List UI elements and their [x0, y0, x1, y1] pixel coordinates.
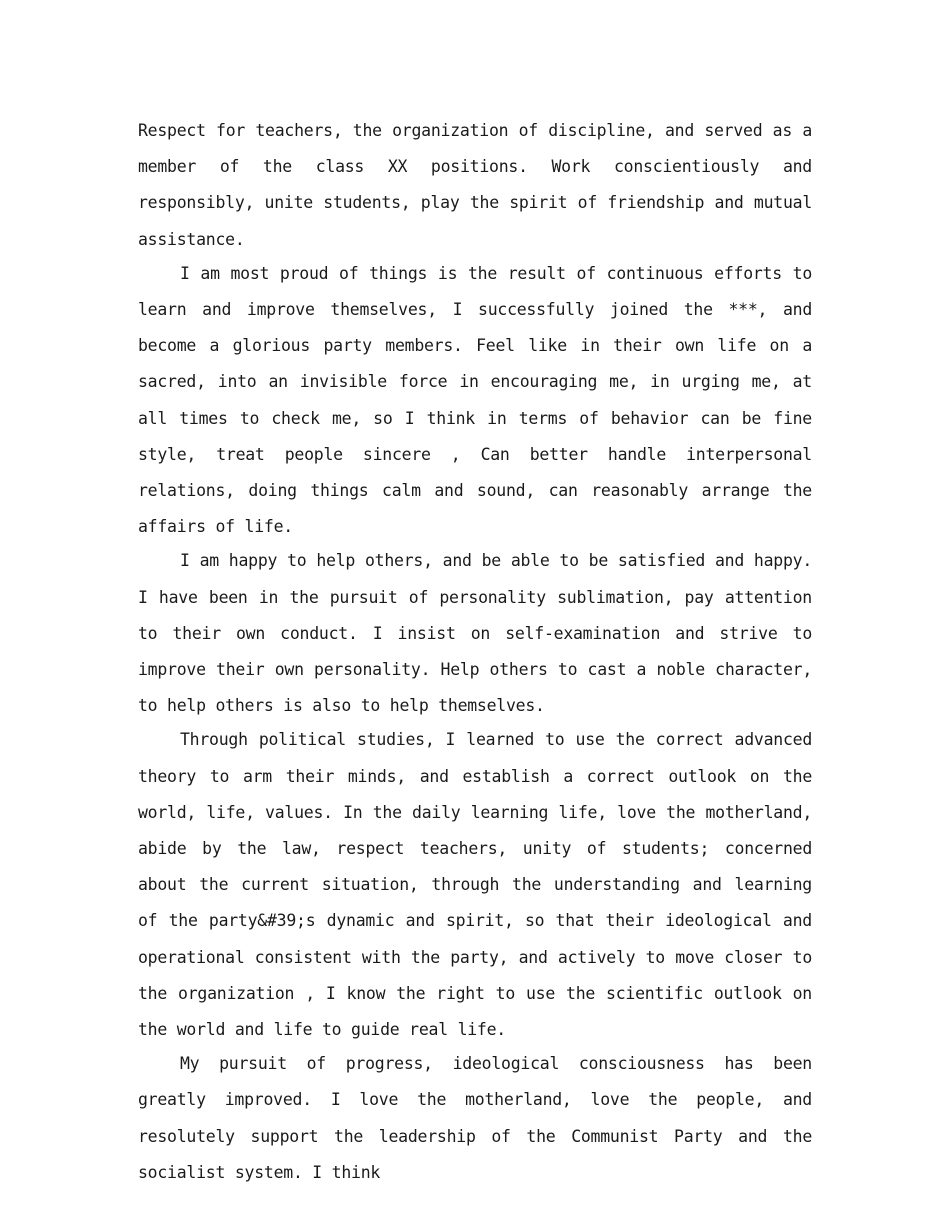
paragraph-3: I am happy to help others, and be able to be satisfied and happy. I have been in the pursuit of personality sublimation, pay attention to their own conduct. I insist on self-examination and strive to improve their own personality. Help others to cast a noble character, to help others is also to help themselves.	[138, 551, 812, 716]
paragraph-1: Respect for teachers, the organization of discipline, and served as a member of the class XX positions. Work conscientiously and responsibly, unite students, play the spirit of friendship and mutual assistance.	[138, 121, 812, 249]
document-body	[138, 113, 812, 1189]
paragraph-2: I am most proud of things is the result of continuous efforts to learn and improve themselves, I successfully joined the ***, and become a glorious party members. Feel like in their own life on a sacred, into an invisible force in encouraging me, in urging me, at all times to check me, so I think in terms of behavior can be fine style, treat people sincere , Can better handle interpersonal relations, doing things calm and sound, can reasonably arrange the affairs of life.	[138, 263, 812, 537]
paragraph-4: Through political studies, I learned to use the correct advanced theory to arm their minds, and establish a correct outlook on the world, life, values. In the daily learning life, love the motherland, abide by the law, respect teachers, unity of students; concerned about the current situation, through the understanding and learning of the party&#39;s dynamic and spirit, so that their ideological and operational consistent with the party, and actively to move closer to the organization , I know the right to use the scientific outlook on the world and life to guide real life.	[138, 730, 812, 1040]
paragraph-5: My pursuit of progress, ideological consciousness has been greatly improved. I love the motherland, love the people, and resolutely support the leadership of the Communist Party and the socialist system. I think	[138, 1054, 812, 1182]
